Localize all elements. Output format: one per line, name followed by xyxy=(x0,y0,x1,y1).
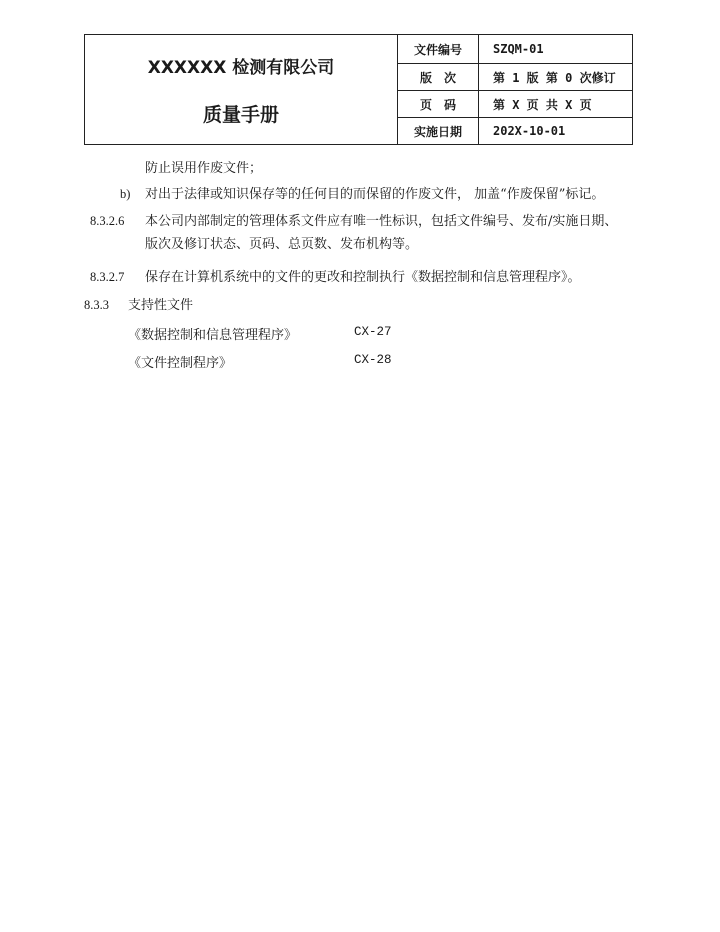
effective-date-label: 实施日期 xyxy=(398,118,479,145)
company-name: XXXXXX 检测有限公司 xyxy=(147,57,335,78)
company-title-cell xyxy=(85,35,398,145)
reference-title: 《数据控制和信息管理程序》 xyxy=(128,328,298,343)
reference-title: 《文件控制程序》 xyxy=(128,356,233,371)
page-value: 第 X 页 共 X 页 xyxy=(479,91,633,118)
clause-8327-text: 保存在计算机系统中的文件的更改和控制执行《数据控制和信息管理程序》。 xyxy=(145,270,581,285)
clause-8326-line2: 版次及修订状态、页码、总页数、发布机构等。 xyxy=(145,237,419,252)
item-b-text: 对出于法律或知识保存等的任何目的而保留的作废文件， 加盖“作废保留”标记。 xyxy=(145,187,605,202)
clause-8326-number: 8.3.2.6 xyxy=(90,214,125,228)
clause-8326-line1: 本公司内部制定的管理体系文件应有唯一性标识，包括文件编号、发布/实施日期、 xyxy=(145,214,618,229)
manual-title: 质量手册 xyxy=(202,103,279,126)
doc-number-value: SZQM-01 xyxy=(479,35,633,64)
edition-value: 第 1 版 第 0 次修订 xyxy=(479,64,633,91)
document-header-table xyxy=(84,34,633,145)
doc-number-label: 文件编号 xyxy=(398,35,479,64)
edition-label: 版 次 xyxy=(398,64,479,91)
clause-8327-number: 8.3.2.7 xyxy=(90,270,125,284)
section-833-title: 支持性文件 xyxy=(128,298,194,313)
effective-date-value: 202X-10-01 xyxy=(479,118,633,145)
item-b-marker: b) xyxy=(120,187,131,201)
page-label: 页 码 xyxy=(398,91,479,118)
continuation-line: 防止误用作废文件； xyxy=(145,161,263,176)
reference-code: CX-27 xyxy=(354,325,392,339)
section-833-number: 8.3.3 xyxy=(84,298,109,312)
reference-code: CX-28 xyxy=(354,353,392,367)
